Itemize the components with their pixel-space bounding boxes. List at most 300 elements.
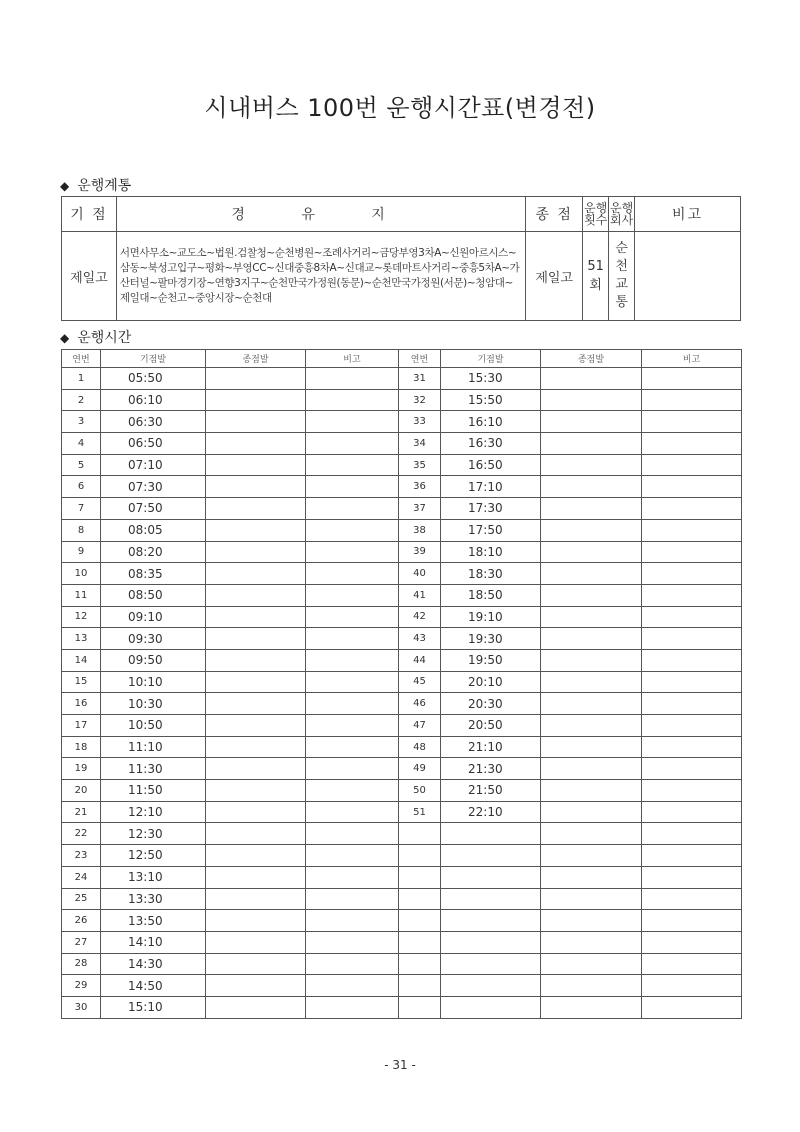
run-number-left: 16	[62, 693, 101, 715]
run-number-left: 25	[62, 888, 101, 910]
departure-time-left: 13:50	[101, 910, 206, 932]
run-number-right: 32	[399, 389, 441, 411]
terminal-departure-left	[206, 931, 306, 953]
note-right	[642, 454, 742, 476]
col-header-terminal-right: 종점발	[541, 350, 642, 368]
note-left	[306, 368, 399, 390]
terminal-departure-left	[206, 671, 306, 693]
run-number-left: 7	[62, 498, 101, 520]
run-number-left: 19	[62, 758, 101, 780]
departure-time-right: 16:10	[441, 411, 541, 433]
run-number-right	[399, 910, 441, 932]
run-number-left: 24	[62, 866, 101, 888]
note-right	[642, 888, 742, 910]
note-right	[642, 476, 742, 498]
table-row	[62, 845, 742, 867]
note-right	[642, 736, 742, 758]
route-run-count: 51회	[583, 232, 609, 321]
departure-time-left: 09:30	[101, 628, 206, 650]
note-left	[306, 996, 399, 1018]
table-row	[62, 433, 742, 455]
note-right	[642, 715, 742, 737]
table-row	[62, 736, 742, 758]
departure-time-left: 07:30	[101, 476, 206, 498]
col-header-no-right: 연번	[399, 350, 441, 368]
note-left	[306, 454, 399, 476]
note-right	[642, 996, 742, 1018]
terminal-departure-right	[541, 411, 642, 433]
terminal-departure-left	[206, 693, 306, 715]
note-left	[306, 801, 399, 823]
table-row	[62, 628, 742, 650]
departure-time-right	[441, 931, 541, 953]
departure-time-left: 08:20	[101, 541, 206, 563]
terminal-departure-right	[541, 541, 642, 563]
note-right	[642, 845, 742, 867]
terminal-departure-right	[541, 780, 642, 802]
run-number-right	[399, 931, 441, 953]
terminal-departure-left	[206, 823, 306, 845]
note-left	[306, 736, 399, 758]
table-row	[62, 931, 742, 953]
note-left	[306, 628, 399, 650]
note-left	[306, 389, 399, 411]
table-row	[62, 953, 742, 975]
run-number-right: 48	[399, 736, 441, 758]
timetable-body	[62, 368, 742, 1019]
run-number-left: 2	[62, 389, 101, 411]
note-right	[642, 953, 742, 975]
run-number-left: 18	[62, 736, 101, 758]
departure-time-left: 10:50	[101, 715, 206, 737]
note-left	[306, 411, 399, 433]
departure-time-right	[441, 975, 541, 997]
table-row	[62, 780, 742, 802]
run-number-right	[399, 845, 441, 867]
departure-time-right: 16:30	[441, 433, 541, 455]
terminal-departure-right	[541, 454, 642, 476]
terminal-departure-right	[541, 866, 642, 888]
terminal-departure-right	[541, 823, 642, 845]
departure-time-right: 19:30	[441, 628, 541, 650]
timetable-section-heading	[60, 327, 131, 347]
table-row	[62, 910, 742, 932]
terminal-departure-left	[206, 975, 306, 997]
table-row	[62, 801, 742, 823]
note-right	[642, 866, 742, 888]
terminal-departure-right	[541, 628, 642, 650]
departure-time-left: 07:10	[101, 454, 206, 476]
terminal-departure-left	[206, 498, 306, 520]
note-right	[642, 628, 742, 650]
table-row	[62, 368, 742, 390]
header-company: 운행 회사	[609, 197, 635, 232]
header-run-count: 운행 횟수	[583, 197, 609, 232]
departure-time-right: 21:50	[441, 780, 541, 802]
departure-time-left: 08:35	[101, 563, 206, 585]
table-row	[62, 866, 742, 888]
terminal-departure-right	[541, 433, 642, 455]
table-row	[62, 563, 742, 585]
note-right	[642, 801, 742, 823]
terminal-departure-right	[541, 845, 642, 867]
timetable-header-row	[62, 350, 742, 368]
departure-time-left: 12:50	[101, 845, 206, 867]
run-number-right: 51	[399, 801, 441, 823]
departure-time-left: 11:10	[101, 736, 206, 758]
run-number-right: 39	[399, 541, 441, 563]
terminal-departure-right	[541, 715, 642, 737]
departure-time-left: 06:30	[101, 411, 206, 433]
note-left	[306, 606, 399, 628]
terminal-departure-right	[541, 910, 642, 932]
note-left	[306, 693, 399, 715]
run-number-right	[399, 996, 441, 1018]
route-via-stops: 서면사무소~교도소~법원.검찰청~순천병원~조례사거리~금당부영3차A~신원아르시스~삼동~북성고입구~평화~부영CC~신대중흥8차A~신대교~롯데마트사거리~중흥5차A~가산터널~팔마경기장~연향3지구~순천만국가정원(동문)~순천만국가정원(서문)~청암대~제일대~순천고~중앙시장~순천대	[116, 232, 525, 321]
terminal-departure-right	[541, 389, 642, 411]
table-row	[62, 693, 742, 715]
table-row	[62, 389, 742, 411]
terminal-departure-left	[206, 996, 306, 1018]
departure-time-left: 06:50	[101, 433, 206, 455]
table-row	[62, 454, 742, 476]
note-left	[306, 931, 399, 953]
table-row	[62, 671, 742, 693]
diamond-bullet-icon: ◆	[60, 179, 70, 193]
run-number-left: 1	[62, 368, 101, 390]
terminal-departure-right	[541, 671, 642, 693]
run-number-right: 38	[399, 519, 441, 541]
run-number-left: 5	[62, 454, 101, 476]
terminal-departure-left	[206, 584, 306, 606]
note-left	[306, 758, 399, 780]
run-number-left: 12	[62, 606, 101, 628]
note-left	[306, 715, 399, 737]
table-row	[62, 519, 742, 541]
col-header-note-left: 비고	[306, 350, 399, 368]
note-left	[306, 584, 399, 606]
terminal-departure-right	[541, 519, 642, 541]
terminal-departure-left	[206, 454, 306, 476]
note-right	[642, 389, 742, 411]
terminal-departure-left	[206, 628, 306, 650]
route-start: 제일고	[62, 232, 117, 321]
table-row	[62, 888, 742, 910]
departure-time-left: 11:50	[101, 780, 206, 802]
run-number-left: 30	[62, 996, 101, 1018]
page-number: - 31 -	[384, 1058, 416, 1072]
run-number-left: 26	[62, 910, 101, 932]
terminal-departure-left	[206, 519, 306, 541]
terminal-departure-left	[206, 649, 306, 671]
terminal-departure-right	[541, 606, 642, 628]
note-left	[306, 541, 399, 563]
departure-time-left: 13:30	[101, 888, 206, 910]
run-number-left: 15	[62, 671, 101, 693]
table-row	[62, 541, 742, 563]
timetable	[61, 349, 742, 1019]
terminal-departure-left	[206, 541, 306, 563]
run-number-left: 11	[62, 584, 101, 606]
note-left	[306, 519, 399, 541]
departure-time-left: 14:10	[101, 931, 206, 953]
departure-time-right	[441, 845, 541, 867]
terminal-departure-right	[541, 996, 642, 1018]
col-header-departure-left: 기점발	[101, 350, 206, 368]
run-number-right	[399, 823, 441, 845]
run-number-left: 23	[62, 845, 101, 867]
route-section-label: 운행계통	[77, 178, 132, 194]
departure-time-right: 21:30	[441, 758, 541, 780]
run-number-right	[399, 975, 441, 997]
departure-time-right: 17:30	[441, 498, 541, 520]
departure-time-right: 18:50	[441, 584, 541, 606]
note-right	[642, 411, 742, 433]
page-title: 시내버스 100번 운행시간표(변경전)	[204, 94, 596, 122]
run-number-right	[399, 953, 441, 975]
table-row	[62, 498, 742, 520]
terminal-departure-left	[206, 888, 306, 910]
route-end: 제일고	[526, 232, 583, 321]
departure-time-left: 05:50	[101, 368, 206, 390]
departure-time-right	[441, 823, 541, 845]
table-row	[62, 411, 742, 433]
note-left	[306, 910, 399, 932]
note-right	[642, 671, 742, 693]
note-right	[642, 910, 742, 932]
departure-time-left: 13:10	[101, 866, 206, 888]
departure-time-right: 17:10	[441, 476, 541, 498]
header-note: 비고	[635, 197, 741, 232]
terminal-departure-left	[206, 801, 306, 823]
departure-time-left: 09:10	[101, 606, 206, 628]
route-row	[62, 232, 741, 321]
departure-time-left: 12:10	[101, 801, 206, 823]
departure-time-left: 12:30	[101, 823, 206, 845]
note-left	[306, 975, 399, 997]
terminal-departure-left	[206, 563, 306, 585]
departure-time-right: 17:50	[441, 519, 541, 541]
departure-time-left: 08:50	[101, 584, 206, 606]
note-right	[642, 649, 742, 671]
run-number-right: 45	[399, 671, 441, 693]
header-via: 경 유 지	[116, 197, 525, 232]
terminal-departure-right	[541, 931, 642, 953]
note-left	[306, 433, 399, 455]
table-row	[62, 758, 742, 780]
table-row	[62, 975, 742, 997]
departure-time-right: 19:10	[441, 606, 541, 628]
header-end: 종 점	[526, 197, 583, 232]
terminal-departure-left	[206, 411, 306, 433]
terminal-departure-left	[206, 758, 306, 780]
terminal-departure-right	[541, 801, 642, 823]
note-right	[642, 498, 742, 520]
terminal-departure-right	[541, 498, 642, 520]
run-number-right: 50	[399, 780, 441, 802]
run-number-right: 34	[399, 433, 441, 455]
run-number-right: 35	[399, 454, 441, 476]
note-right	[642, 975, 742, 997]
terminal-departure-right	[541, 584, 642, 606]
note-left	[306, 671, 399, 693]
note-left	[306, 649, 399, 671]
run-number-right: 44	[399, 649, 441, 671]
departure-time-left: 11:30	[101, 758, 206, 780]
run-number-left: 9	[62, 541, 101, 563]
terminal-departure-right	[541, 563, 642, 585]
note-left	[306, 498, 399, 520]
departure-time-right: 15:50	[441, 389, 541, 411]
departure-time-left: 10:30	[101, 693, 206, 715]
table-row	[62, 715, 742, 737]
table-row	[62, 996, 742, 1018]
col-header-terminal-left: 종점발	[206, 350, 306, 368]
run-number-right	[399, 866, 441, 888]
run-number-left: 10	[62, 563, 101, 585]
table-row	[62, 823, 742, 845]
departure-time-right: 21:10	[441, 736, 541, 758]
terminal-departure-right	[541, 953, 642, 975]
run-number-left: 6	[62, 476, 101, 498]
terminal-departure-right	[541, 693, 642, 715]
run-number-left: 4	[62, 433, 101, 455]
departure-time-right: 20:30	[441, 693, 541, 715]
note-left	[306, 476, 399, 498]
col-header-note-right: 비고	[642, 350, 742, 368]
departure-time-left: 10:10	[101, 671, 206, 693]
run-number-left: 28	[62, 953, 101, 975]
departure-time-right: 16:50	[441, 454, 541, 476]
departure-time-left: 08:05	[101, 519, 206, 541]
run-number-right: 49	[399, 758, 441, 780]
run-number-left: 27	[62, 931, 101, 953]
departure-time-right	[441, 888, 541, 910]
terminal-departure-left	[206, 389, 306, 411]
terminal-departure-left	[206, 736, 306, 758]
note-left	[306, 888, 399, 910]
departure-time-right	[441, 996, 541, 1018]
terminal-departure-left	[206, 715, 306, 737]
terminal-departure-left	[206, 780, 306, 802]
note-left	[306, 866, 399, 888]
departure-time-left: 14:30	[101, 953, 206, 975]
note-left	[306, 780, 399, 802]
note-right	[642, 584, 742, 606]
run-number-left: 14	[62, 649, 101, 671]
run-number-left: 13	[62, 628, 101, 650]
table-row	[62, 649, 742, 671]
note-right	[642, 541, 742, 563]
note-left	[306, 953, 399, 975]
route-table	[61, 196, 741, 321]
departure-time-right: 20:50	[441, 715, 541, 737]
departure-time-right: 18:30	[441, 563, 541, 585]
terminal-departure-left	[206, 368, 306, 390]
terminal-departure-right	[541, 368, 642, 390]
departure-time-right: 20:10	[441, 671, 541, 693]
terminal-departure-left	[206, 866, 306, 888]
run-number-left: 3	[62, 411, 101, 433]
run-number-right: 41	[399, 584, 441, 606]
terminal-departure-left	[206, 910, 306, 932]
terminal-departure-left	[206, 953, 306, 975]
run-number-left: 22	[62, 823, 101, 845]
header-start: 기 점	[62, 197, 117, 232]
terminal-departure-right	[541, 476, 642, 498]
terminal-departure-right	[541, 888, 642, 910]
run-number-right: 46	[399, 693, 441, 715]
run-number-left: 17	[62, 715, 101, 737]
terminal-departure-left	[206, 845, 306, 867]
terminal-departure-right	[541, 649, 642, 671]
departure-time-right	[441, 953, 541, 975]
run-number-right: 42	[399, 606, 441, 628]
departure-time-left: 09:50	[101, 649, 206, 671]
run-number-right: 47	[399, 715, 441, 737]
departure-time-right	[441, 910, 541, 932]
note-right	[642, 931, 742, 953]
note-right	[642, 758, 742, 780]
timetable-section-label: 운행시간	[77, 330, 132, 346]
run-number-left: 21	[62, 801, 101, 823]
note-left	[306, 845, 399, 867]
terminal-departure-right	[541, 758, 642, 780]
run-number-left: 29	[62, 975, 101, 997]
note-right	[642, 433, 742, 455]
departure-time-left: 15:10	[101, 996, 206, 1018]
run-number-right: 37	[399, 498, 441, 520]
diamond-bullet-icon: ◆	[60, 331, 70, 345]
note-right	[642, 519, 742, 541]
departure-time-left: 06:10	[101, 389, 206, 411]
note-left	[306, 563, 399, 585]
note-right	[642, 368, 742, 390]
departure-time-right: 19:50	[441, 649, 541, 671]
run-number-right: 40	[399, 563, 441, 585]
departure-time-right	[441, 866, 541, 888]
terminal-departure-left	[206, 433, 306, 455]
col-header-no-left: 연번	[62, 350, 101, 368]
note-right	[642, 823, 742, 845]
note-left	[306, 823, 399, 845]
note-right	[642, 606, 742, 628]
departure-time-right: 15:30	[441, 368, 541, 390]
route-section-heading	[60, 175, 131, 195]
run-number-right: 36	[399, 476, 441, 498]
table-row	[62, 476, 742, 498]
terminal-departure-right	[541, 975, 642, 997]
note-right	[642, 563, 742, 585]
run-number-right: 43	[399, 628, 441, 650]
terminal-departure-right	[541, 736, 642, 758]
run-number-right: 31	[399, 368, 441, 390]
run-number-left: 8	[62, 519, 101, 541]
col-header-departure-right: 기점발	[441, 350, 541, 368]
run-number-right: 33	[399, 411, 441, 433]
table-row	[62, 584, 742, 606]
departure-time-right: 22:10	[441, 801, 541, 823]
route-note	[635, 232, 741, 321]
run-number-left: 20	[62, 780, 101, 802]
departure-time-left: 14:50	[101, 975, 206, 997]
note-right	[642, 780, 742, 802]
departure-time-right: 18:10	[441, 541, 541, 563]
run-number-right	[399, 888, 441, 910]
route-company: 순천 교통	[609, 232, 635, 321]
table-row	[62, 606, 742, 628]
terminal-departure-left	[206, 606, 306, 628]
